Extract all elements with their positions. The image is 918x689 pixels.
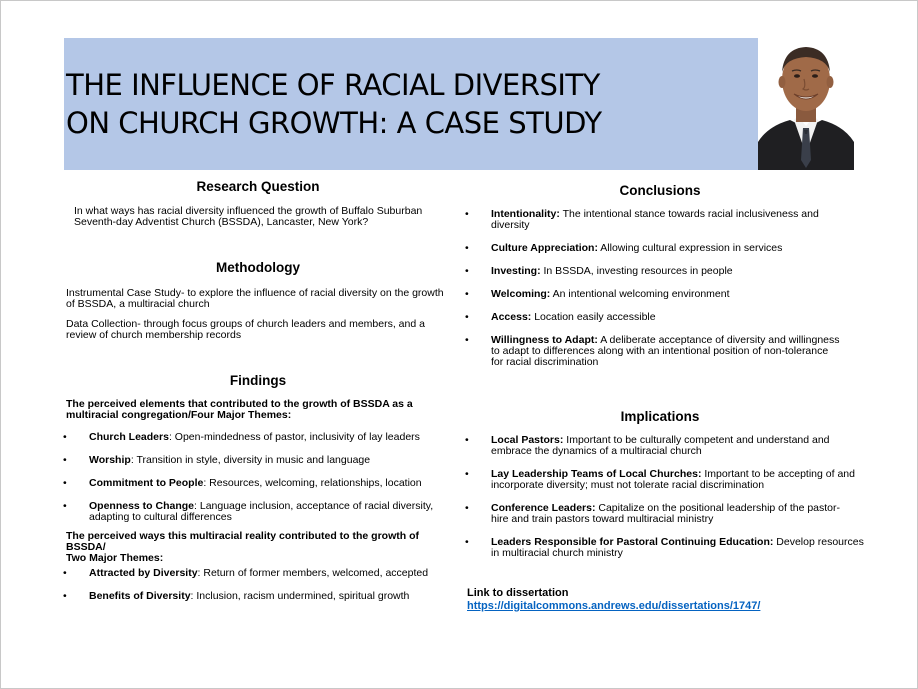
conclusion-text: A deliberate acceptance of diversity and willingness: [597, 334, 840, 346]
conclusion-text-continued: for racial discrimination: [491, 356, 599, 368]
findings-intro-1: [66, 399, 456, 421]
list-item: [464, 537, 864, 559]
author-portrait: [758, 30, 854, 170]
findings-themes-list: [62, 432, 457, 523]
title-line-2: ON CHURCH GROWTH: A CASE STUDY: [66, 106, 602, 140]
conclusion-text: Allowing cultural expression in services: [597, 242, 783, 254]
bullet-icon: •: [465, 242, 469, 254]
bullet-icon: •: [465, 536, 469, 548]
list-item: [464, 243, 864, 254]
implication-term: Lay Leadership Teams of Local Churches:: [491, 468, 702, 480]
conclusion-term: Investing:: [491, 265, 541, 277]
bullet-icon: •: [465, 311, 469, 323]
list-item: [464, 209, 864, 231]
findings-intro-2-line-2: Two Major Themes:: [66, 552, 164, 564]
list-item: [464, 312, 864, 323]
theme-text: : Transition in style, diversity in music and language: [130, 454, 371, 466]
list-item: [62, 568, 457, 579]
research-question-line-2: Seventh-day Adventist Church (BSSDA), Lancaster, New York?: [74, 216, 369, 228]
list-item: [62, 432, 457, 443]
methodology-p1-line-1: Instrumental Case Study- to explore the influence of racial diversity on the growth: [66, 287, 444, 299]
conclusion-text: In BSSDA, investing resources in people: [540, 265, 733, 277]
theme-text-continued: adapting to cultural differences: [89, 511, 232, 523]
conclusion-text-continued: diversity: [491, 219, 530, 231]
theme-term: Church Leaders: [89, 431, 169, 443]
implication-text-continued: in multiracial church ministry: [491, 547, 623, 559]
research-question-text: [74, 206, 454, 228]
bullet-icon: •: [63, 454, 67, 466]
implication-text: Develop resources: [773, 536, 864, 548]
methodology-p2-line-1: Data Collection- through focus groups of church leaders and members, and a: [66, 318, 425, 330]
list-item: [464, 289, 864, 300]
bullet-icon: •: [63, 567, 67, 579]
bullet-icon: •: [465, 265, 469, 277]
findings-heading: Findings: [229, 373, 287, 388]
findings-intro-2: [66, 531, 461, 564]
implications-list: [464, 435, 864, 559]
list-item: [464, 335, 864, 368]
conclusion-text-continued: to adapt to differences along with an intentional position of non-tolerance: [491, 345, 829, 357]
implication-text-continued: hire and train pastors toward multiracial ministry: [491, 513, 714, 525]
findings-intro-1-line-1: The perceived elements that contributed to the growth of BSSDA as a: [66, 398, 413, 410]
conclusions-list: [464, 209, 864, 368]
conclusion-text: The intentional stance towards racial inclusiveness and: [559, 208, 819, 220]
theme-text: : Language inclusion, acceptance of racial diversity,: [194, 500, 434, 512]
implication-text: Capitalize on the positional leadership of the pastor-: [595, 502, 841, 514]
title-line-1: THE INFLUENCE OF RACIAL DIVERSITY: [66, 68, 600, 102]
author-portrait-image: [758, 30, 854, 170]
list-item: [62, 478, 457, 489]
bullet-icon: •: [465, 434, 469, 446]
bullet-icon: •: [465, 468, 469, 480]
bullet-icon: •: [63, 500, 67, 512]
implication-term: Conference Leaders:: [491, 502, 596, 514]
conclusion-term: Willingness to Adapt:: [491, 334, 598, 346]
implication-text: Important to be culturally competent and understand and: [563, 434, 830, 446]
conclusions-heading: Conclusions: [619, 183, 701, 198]
dissertation-link[interactable]: https://digitalcommons.andrews.edu/dissertations/1747/: [467, 600, 761, 612]
theme-term: Benefits of Diversity: [89, 590, 191, 602]
implications-heading: Implications: [620, 409, 700, 424]
theme-text: : Inclusion, racism undermined, spiritual growth: [190, 590, 410, 602]
list-item: [464, 469, 864, 491]
research-question-line-1: In what ways has racial diversity influenced the growth of Buffalo Suburban: [74, 205, 423, 217]
methodology-paragraph-2: [66, 319, 456, 341]
methodology-p2-line-2: review of church membership records: [66, 329, 242, 341]
implication-term: Local Pastors:: [491, 434, 564, 446]
theme-term: Worship: [89, 454, 131, 466]
theme-text: : Open-mindedness of pastor, inclusivity of lay leaders: [168, 431, 420, 443]
list-item: [464, 435, 864, 457]
conclusion-term: Welcoming:: [491, 288, 551, 300]
research-question-heading: Research Question: [196, 179, 320, 194]
list-item: [464, 266, 864, 277]
findings-contributions-list: [62, 568, 457, 602]
conclusion-text: An intentional welcoming environment: [550, 288, 730, 300]
theme-term: Openness to Change: [89, 500, 195, 512]
implication-text-continued: embrace the dynamics of a multiracial church: [491, 445, 702, 457]
poster-title: [66, 66, 746, 142]
bullet-icon: •: [465, 288, 469, 300]
methodology-paragraph-1: [66, 288, 456, 310]
bullet-icon: •: [63, 477, 67, 489]
conclusion-term: Culture Appreciation:: [491, 242, 598, 254]
list-item: [464, 503, 864, 525]
theme-text: : Resources, welcoming, relationships, location: [203, 477, 422, 489]
methodology-p1-line-2: of BSSDA, a multiracial church: [66, 298, 210, 310]
findings-intro-1-line-2: multiracial congregation/Four Major Themes:: [66, 409, 292, 421]
theme-text: : Return of former members, welcomed, accepted: [197, 567, 429, 579]
list-item: [62, 591, 457, 602]
bullet-icon: •: [465, 208, 469, 220]
bullet-icon: •: [63, 431, 67, 443]
bullet-icon: •: [465, 334, 469, 346]
conclusion-text: Location easily accessible: [531, 311, 656, 323]
implication-term: Leaders Responsible for Pastoral Continuing Education:: [491, 536, 774, 548]
theme-term: Commitment to People: [89, 477, 204, 489]
bullet-icon: •: [465, 502, 469, 514]
implication-text-continued: incorporate diversity; must not tolerate racial discrimination: [491, 479, 765, 491]
list-item: [62, 455, 457, 466]
conclusion-term: Intentionality:: [491, 208, 560, 220]
implication-text: Important to be accepting of and: [701, 468, 855, 480]
bullet-icon: •: [63, 590, 67, 602]
list-item: [62, 501, 457, 523]
findings-intro-2-line-1: The perceived ways this multiracial reality contributed to the growth of BSSDA/: [66, 530, 419, 553]
dissertation-link-label: Link to dissertation: [467, 587, 569, 599]
theme-term: Attracted by Diversity: [89, 567, 198, 579]
conclusion-term: Access:: [491, 311, 532, 323]
methodology-heading: Methodology: [216, 260, 300, 275]
